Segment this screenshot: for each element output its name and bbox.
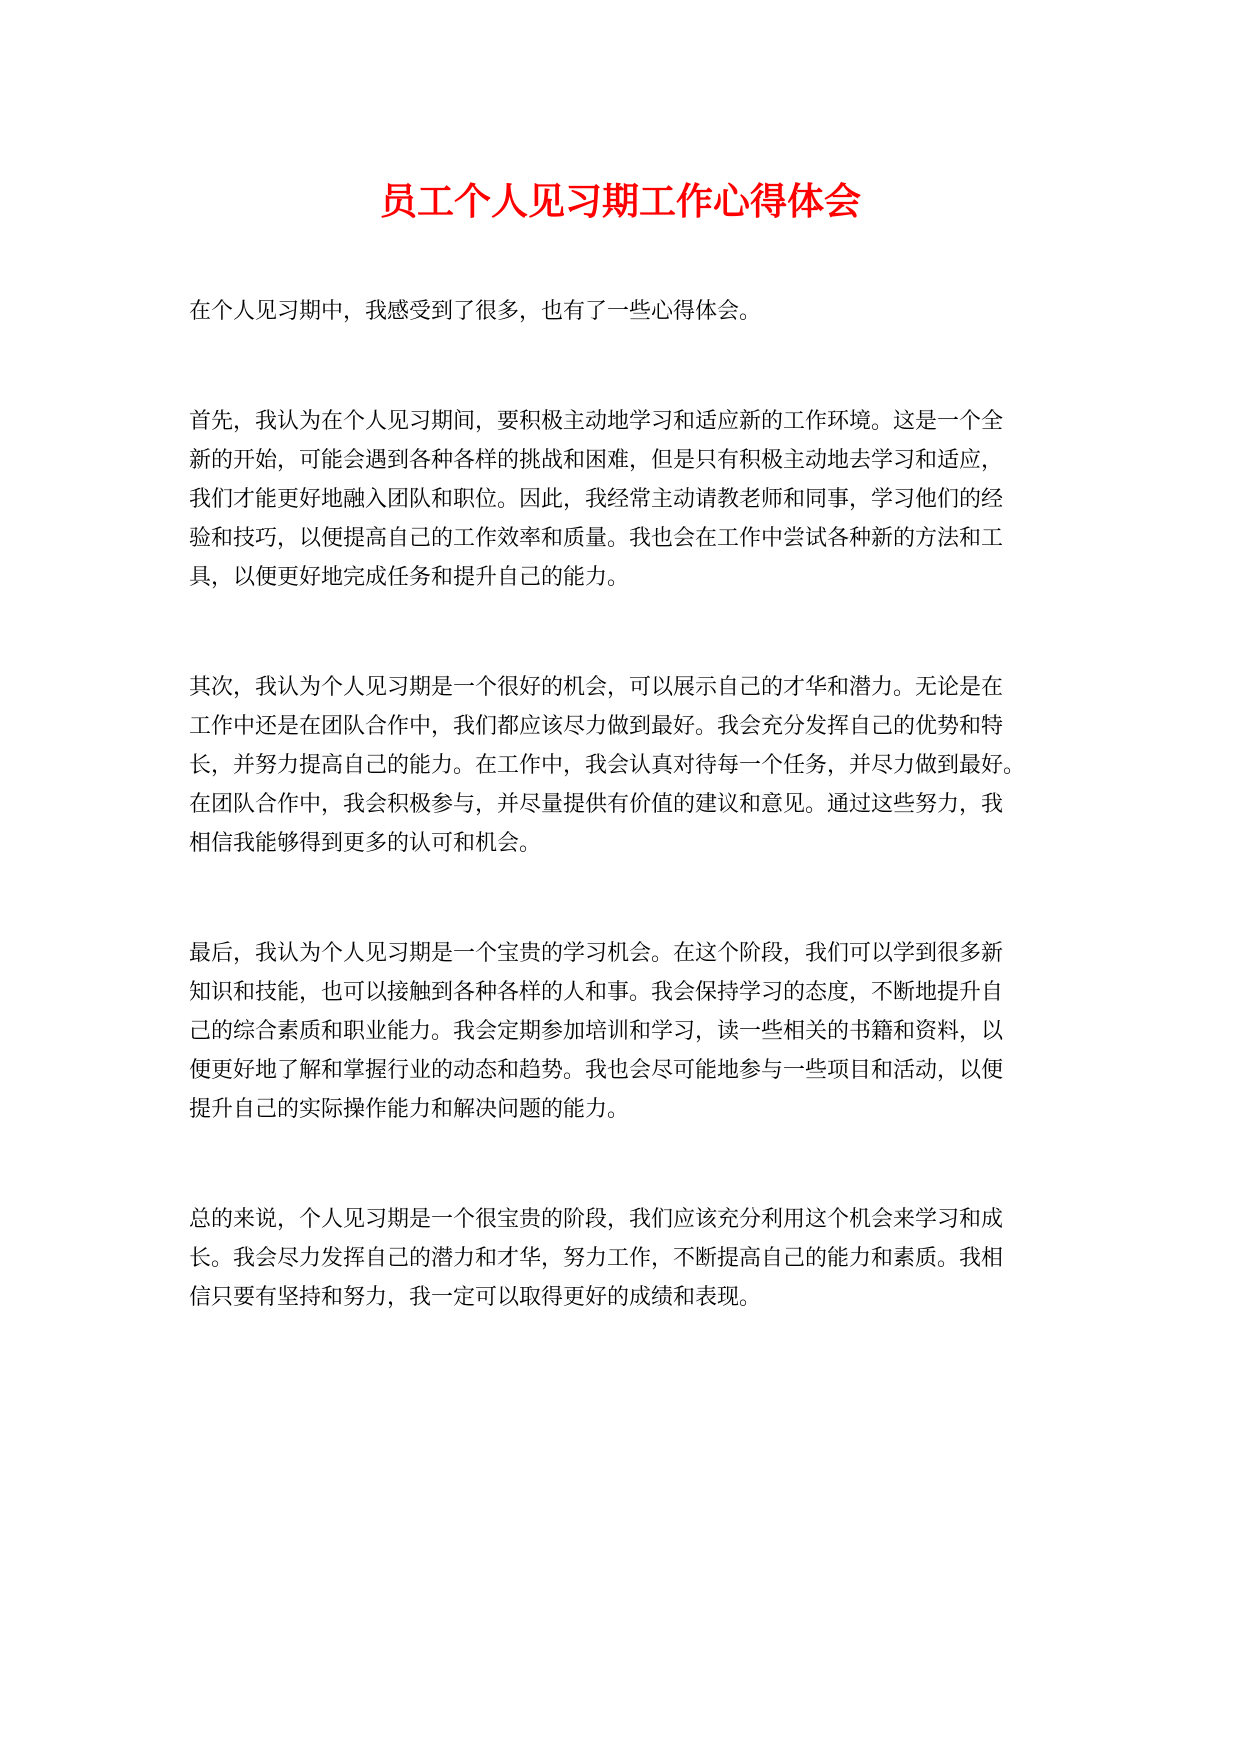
paragraph-summary — [189, 1200, 1049, 1317]
paragraph-line: 信只要有坚持和努力，我一定可以取得更好的成绩和表现。 — [189, 1285, 762, 1310]
paragraph-line: 在团队合作中，我会积极参与，并尽量提供有价值的建议和意见。通过这些努力，我 — [189, 792, 1004, 817]
document-title: 员工个人见习期工作心得体会 — [380, 180, 861, 223]
paragraph-line: 工作中还是在团队合作中，我们都应该尽力做到最好。我会充分发挥自己的优势和特 — [189, 714, 1004, 739]
paragraph-line: 长。我会尽力发挥自己的潜力和才华，努力工作，不断提高自己的能力和素质。我相 — [189, 1246, 1004, 1271]
paragraph-line: 总的来说，个人见习期是一个很宝贵的阶段，我们应该充分利用这个机会来学习和成 — [189, 1207, 1004, 1232]
paragraph-line: 便更好地了解和掌握行业的动态和趋势。我也会尽可能地参与一些项目和活动，以便 — [189, 1058, 1004, 1083]
paragraph-line: 新的开始，可能会遇到各种各样的挑战和困难，但是只有积极主动地去学习和适应， — [189, 448, 1004, 473]
paragraph-line: 相信我能够得到更多的认可和机会。 — [189, 831, 542, 856]
paragraph-line: 在个人见习期中，我感受到了很多，也有了一些心得体会。 — [189, 299, 762, 324]
paragraph-line: 己的综合素质和职业能力。我会定期参加培训和学习，读一些相关的书籍和资料，以 — [189, 1019, 1004, 1044]
paragraph-line: 其次，我认为个人见习期是一个很好的机会，可以展示自己的才华和潜力。无论是在 — [189, 675, 1004, 700]
paragraph-line: 最后，我认为个人见习期是一个宝贵的学习机会。在这个阶段，我们可以学到很多新 — [189, 941, 1004, 966]
paragraph-third — [189, 934, 1049, 1129]
paragraph-first — [189, 402, 1049, 597]
paragraph-second — [189, 668, 1049, 863]
paragraph-intro — [189, 292, 1049, 331]
paragraph-line: 知识和技能，也可以接触到各种各样的人和事。我会保持学习的态度，不断地提升自 — [189, 980, 1004, 1005]
paragraph-line: 我们才能更好地融入团队和职位。因此，我经常主动请教老师和同事，学习他们的经 — [189, 487, 1004, 512]
paragraph-line: 长，并努力提高自己的能力。在工作中，我会认真对待每一个任务，并尽力做到最好。 — [189, 753, 1026, 778]
paragraph-line: 具，以便更好地完成任务和提升自己的能力。 — [189, 565, 630, 590]
paragraph-line: 提升自己的实际操作能力和解决问题的能力。 — [189, 1097, 630, 1122]
paragraph-line: 首先，我认为在个人见习期间，要积极主动地学习和适应新的工作环境。这是一个全 — [189, 409, 1004, 434]
paragraph-line: 验和技巧，以便提高自己的工作效率和质量。我也会在工作中尝试各种新的方法和工 — [189, 526, 1004, 551]
